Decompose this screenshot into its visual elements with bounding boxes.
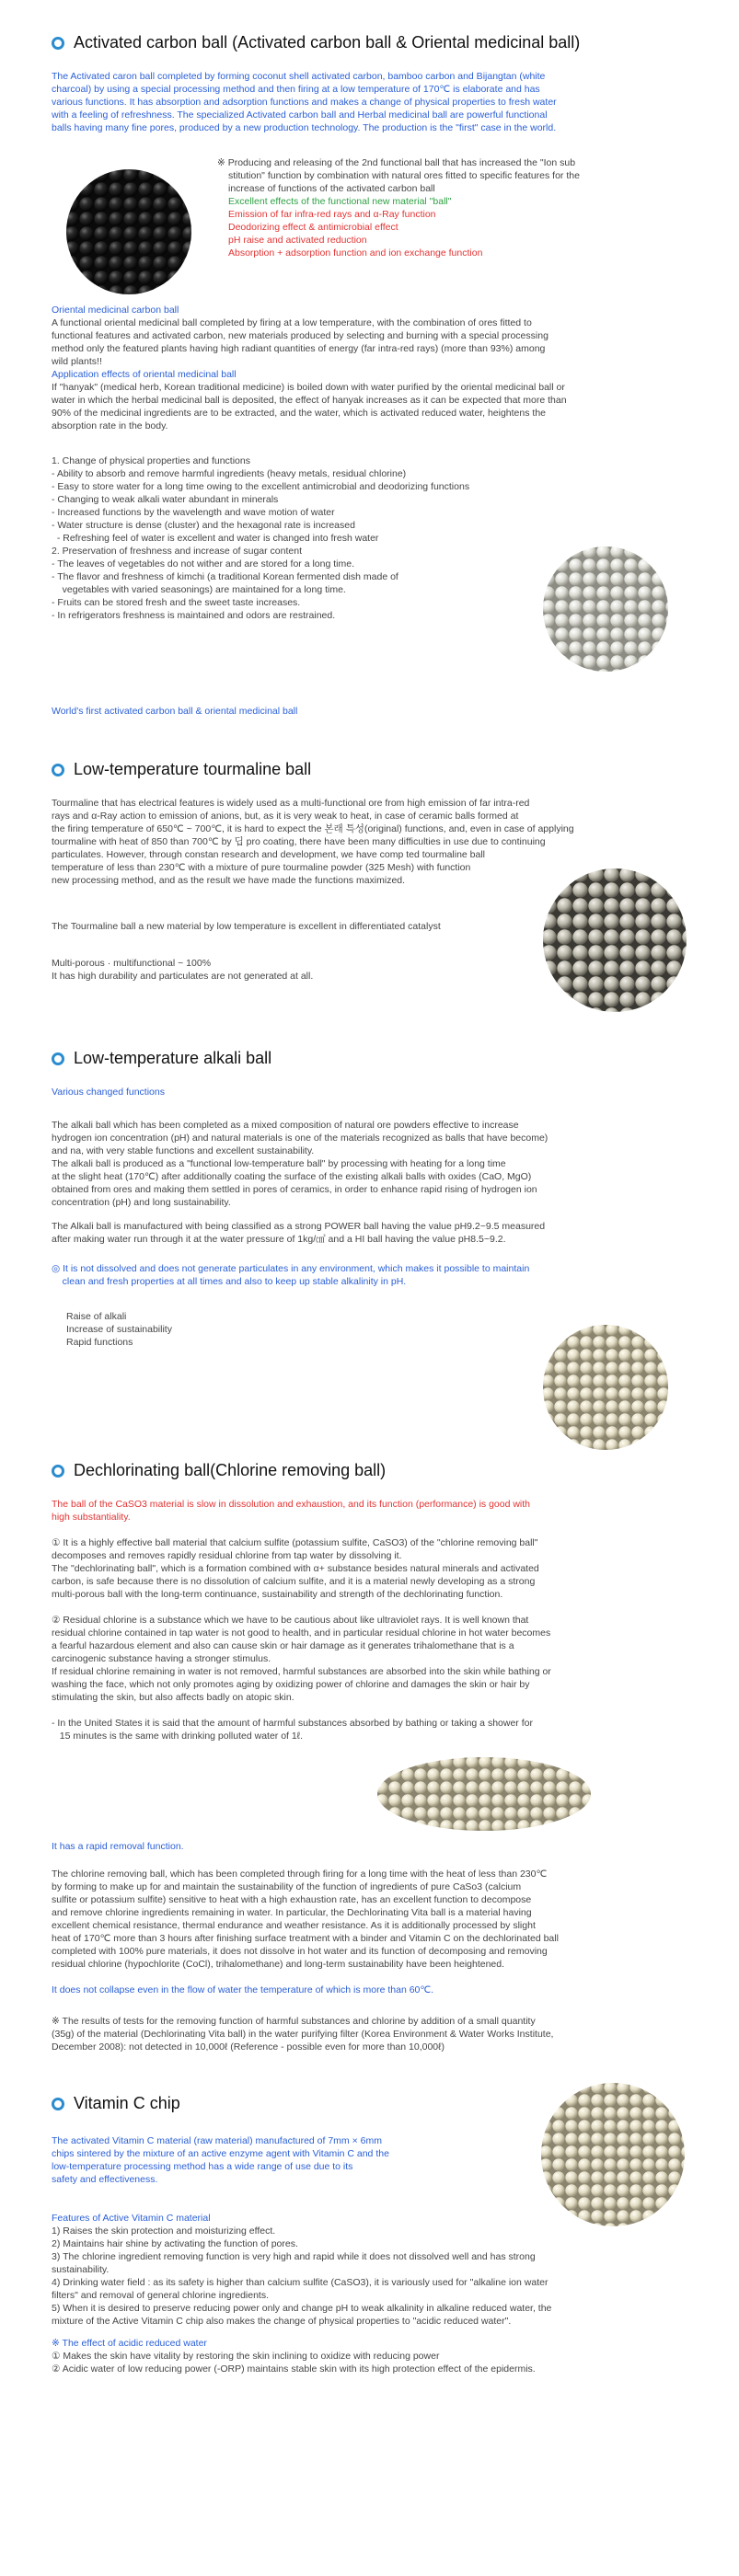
text-line: temperature of less than 230℃ with a mixture of pure tourmaline powder (325 Mesh) with function: [52, 862, 471, 873]
text-line: low-temperature processing method has a wide range of use due to its: [52, 2161, 353, 2172]
vitamin-c-chip-image: [539, 2081, 687, 2228]
dechlorinating-point-2: [52, 1614, 696, 1704]
list-item: - In refrigerators freshness is maintained and odors are restrained.: [52, 610, 336, 621]
text-line: excellent chemical resistance, thermal endurance and weather resistance. As it is additionally processed by slight: [52, 1920, 536, 1931]
alkali-text: [52, 1119, 696, 1209]
list-item: Rapid functions: [66, 1337, 133, 1348]
text-line: washing the face, which not only promotes aging by oxidizing power of chlorine and damages the skin or hair by: [52, 1679, 530, 1690]
list-item: Increase of sustainability: [66, 1324, 172, 1335]
text-line: various functions. It has absorption and adsorption functions and makes a change of physical properties to fresh water: [52, 97, 557, 108]
text-line: ② Residual chlorine is a substance which we have to be cautious about like ultraviolet rays. It is well known that: [52, 1615, 529, 1626]
dechlorinating-point-1: [52, 1536, 696, 1601]
text-line: The chlorine removing ball, which has been completed through firing for a long time with the heat of less than 230℃: [52, 1869, 548, 1880]
text-line: ① It is a highly effective ball material that calcium sulfite (potassium sulfite, CaSO3) of the "chlorine removing ball": [52, 1537, 538, 1548]
oriental-heading: Oriental medicinal carbon ball: [52, 305, 179, 316]
text-line: and na, with very stable functions and excellent sustainability.: [52, 1145, 315, 1156]
text-line: completed with 100% pure materials, it does not dissolve in hot water and its function of decomposing and removing: [52, 1946, 548, 1957]
alkali-features-list: [66, 1310, 172, 1349]
list-item: 2) Maintains hair shine by activating the function of pores.: [52, 2238, 298, 2249]
application-heading: Application effects of oriental medicinal ball: [52, 369, 237, 380]
text-line: If "hanyak" (medical herb, Korean traditional medicine) is boiled down with water purified by the oriental medicinal ball or: [52, 382, 565, 393]
vitamin-c-features-heading: Features of Active Vitamin C material: [52, 2213, 211, 2224]
text-line: The activated Vitamin C material (raw material) manufactured of 7mm × 6mm: [52, 2135, 382, 2146]
green-highlight: Excellent effects of the functional new material "ball": [228, 196, 452, 207]
vitamin-c-intro: [52, 2134, 530, 2186]
dechlorinating-us-note: [52, 1717, 696, 1742]
text-line: with a feeling of refreshness. The specialized Activated carbon ball and Herbal medicinal ball are powerful functional: [52, 109, 548, 121]
text-line: the firing temperature of 650℃ ~ 700℃, it is hard to expect the 본래 특성(original) functions, and, even in case of applying: [52, 823, 574, 834]
text-line: water in which the herbal medicinal ball is deposited, the effect of hanyak increases as it can be expected that more than: [52, 395, 567, 406]
activated-carbon-ball-image: [64, 167, 193, 296]
text-line: ◎ It is not dissolved and does not generate particulates in any environment, which makes it possible to maintain: [52, 1263, 530, 1274]
text-line: sulfite or potassium sulfite) sensitive to heat with a high exhaustion rate, has an excellent function to decompose: [52, 1894, 532, 1905]
text-line: tourmaline with heat of 850 than 700℃ by 딥 pro coating, there have been many difficulties in use due to continuing: [52, 836, 546, 847]
text-line: carcinogenic substance having a stronger stimulus.: [52, 1653, 271, 1664]
list-item: 1) Raises the skin protection and moisturizing effect.: [52, 2225, 276, 2237]
red-highlight: Deodorizing effect & antimicrobial effect: [228, 222, 398, 233]
list-item: - Changing to weak alkali water abundant in minerals: [52, 494, 279, 505]
text-line: new processing method, and as the result we have made the functions maximized.: [52, 875, 406, 886]
text-line: hydrogen ion concentration (pH) and natural materials is one of the materials recognized as balls that have become): [52, 1133, 548, 1144]
list-item: - Easy to store water for a long time owing to the excellent antimicrobial and deodorizing functions: [52, 481, 470, 492]
oriental-medicinal-ball-image: [541, 545, 670, 673]
list-item: 5) When it is desired to preserve reducing power only and change pH to weak alkalinity in alkaline reduced water, the: [52, 2303, 552, 2314]
red-highlight: Emission of far infra-red rays and α-Ray function: [228, 209, 436, 220]
text-line: a fearful hazardous element and also can cause skin or hair damage as it generates trihalomethane that is a: [52, 1640, 514, 1651]
section-bullet-icon: [52, 1052, 64, 1065]
list-item: mixture of the Active Vitamin C chip also makes the change of physical properties to "acidic reduced water".: [52, 2316, 512, 2327]
rapid-removal-heading: It has a rapid removal function.: [52, 1841, 184, 1852]
text-line: functional features and activated carbon, new materials produced by selecting and burning with a special processing: [52, 330, 548, 341]
list-item: - The leaves of vegetables do not wither and are stored for a long time.: [52, 558, 354, 569]
section-bullet-icon: [52, 2098, 64, 2110]
list-item: 3) The chlorine ingredient removing function is very high and rapid while it does not dissolved well and has strong: [52, 2251, 536, 2262]
text-line: (35g) of the material (Dechlorinating Vita ball) in the water purifying filter (Korea Environment & Water Works Institute,: [52, 2029, 554, 2040]
text-line: by forming to make up for and maintain the sustainability of the function of ingredients of pure CaSo3 (calcium: [52, 1881, 522, 1892]
tourmaline-catalyst-text: The Tourmaline ball a new material by low temperature is excellent in differentiated catalyst: [52, 921, 441, 932]
text-line: stimulating the skin, but also affects badly on atopic skin.: [52, 1692, 294, 1703]
tourmaline-ball-image: [541, 867, 688, 1014]
section-title-tourmaline: Low-temperature tourmaline ball: [74, 760, 312, 778]
alkali-note: [52, 1262, 696, 1288]
text-line: safety and effectiveness.: [52, 2174, 158, 2185]
section-title-vitamin-c: Vitamin C chip: [74, 2094, 180, 2112]
acidic-water-effects: [52, 2350, 705, 2375]
text-line: rays and α-Ray action to emission of anions, but, as it is very weak to heat, in case of ceramic balls formed at: [52, 811, 519, 822]
list-item: - Fruits can be stored fresh and the sweet taste increases.: [52, 597, 301, 608]
text-line: carbon, is safe because there is no dissolution of calcium sulfite, and it is a material newly developing as a strong: [52, 1576, 536, 1587]
activated-carbon-notes: [217, 156, 677, 259]
text-line: stitution" function by combination with natural ores fitted to specific features for the: [228, 170, 580, 181]
text-line: 90% of the medicinal ingredients are to be extracted, and the water, which is activated reduced water, heightens the: [52, 408, 546, 419]
list-item: - Refreshing feel of water is excellent and water is changed into fresh water: [52, 533, 379, 544]
list-item: - Water structure is dense (cluster) and the hexagonal rate is increased: [52, 520, 355, 531]
text-line: wild plants!!: [52, 356, 102, 367]
text-line: The Alkali ball is manufactured with being classified as a strong POWER ball having the value pH9.2~9.5 measured: [52, 1221, 546, 1232]
list-item: filters" and removal of general chlorine ingredients.: [52, 2290, 270, 2301]
red-highlight: pH raise and activated reduction: [228, 235, 367, 246]
list-item: - Increased functions by the wavelength and wave motion of water: [52, 507, 335, 518]
text-line: method only the featured plants having high radiant quantities of energy (far intra-red rays) (more than 93%) among: [52, 343, 546, 354]
section-bullet-icon: [52, 1465, 64, 1478]
alkali-ball-image: [541, 1323, 670, 1452]
text-line: ※ Producing and releasing of the 2nd functional ball that has increased the "Ion sub: [217, 157, 576, 168]
text-line: and remove chlorine ingredients remaining in water. In particular, the Dechlorinating Vita ball is a material having: [52, 1907, 532, 1918]
world-first-caption: World's first activated carbon ball & oriental medicinal ball: [52, 706, 298, 717]
list-item: ② Acidic water of low reducing power (-ORP) maintains stable skin with its high protection effect of the epidermis.: [52, 2363, 536, 2375]
text-line: increase of functions of the activated carbon ball: [228, 183, 435, 194]
text-line: heat of 170℃ more than 3 hours after finishing surface treatment with a binder and Vitamin C on the dechlorinated ball: [52, 1933, 559, 1944]
alkali-ph-text: [52, 1220, 696, 1246]
text-line: The "dechlorinating ball", which is a formation combined with α+ substance besides natural minerals and activated: [52, 1563, 539, 1574]
text-line: decomposes and removes rapidly residual chlorine from tap water by dissolving it.: [52, 1550, 402, 1561]
text-line: residual chlorine (hypochlorite (CoCl), trihalomethane) and long-term sustainability have been heightened.: [52, 1959, 505, 1970]
text-line: concentration (pH) and long sustainability.: [52, 1197, 231, 1208]
text-line: 15 minutes is the same with drinking polluted water of 1ℓ.: [52, 1731, 304, 1742]
list-item: - The flavor and freshness of kimchi (a traditional Korean fermented dish made of: [52, 571, 398, 582]
text-line: chips sintered by the mixture of an active enzyme agent with Vitamin C and the: [52, 2148, 389, 2159]
list-item: sustainability.: [52, 2264, 110, 2275]
text-line: high substantiality.: [52, 1512, 131, 1523]
dechlorinating-description: [52, 1868, 696, 1971]
dechlorinating-red-note: [52, 1498, 696, 1524]
text-line: A functional oriental medicinal ball completed by firing at a low temperature, with the combination of ores fitted to: [52, 317, 532, 328]
section-title-dechlorinating: Dechlorinating ball(Chlorine removing ball): [74, 1461, 387, 1479]
vitamin-c-features-list: [52, 2225, 705, 2328]
no-collapse-note: It does not collapse even in the flow of water the temperature of which is more than 60℃.: [52, 1984, 434, 1995]
text-line: December 2008): not detected in 10,000ℓ (Reference - possible even for more than 10,000ℓ): [52, 2041, 445, 2053]
text-line: charcoal) by using a special processing method and then firing at a low temperature of 170℃ is elaborate and has: [52, 84, 540, 95]
section-title-activated-carbon: Activated carbon ball (Activated carbon ball & Oriental medicinal ball): [74, 33, 581, 52]
oriental-medicinal-section: [52, 304, 696, 432]
list-item: 1. Change of physical properties and functions: [52, 455, 250, 466]
text-line: particulates. However, through constan research and development, we have comp ted tourmaline ball: [52, 849, 486, 860]
section-bullet-icon: [52, 37, 64, 50]
test-results-note: [52, 2015, 696, 2053]
text-line: The alkali ball is produced as a "functional low-temperature ball" by processing with heating for a long time: [52, 1158, 506, 1169]
text-line: ※ The results of tests for the removing function of harmful substances and chlorine by addition of a small quantity: [52, 2016, 536, 2027]
text-line: The Activated caron ball completed by forming coconut shell activated carbon, bamboo carbon and Bijangtan (white: [52, 71, 546, 82]
text-line: The ball of the CaSO3 material is slow in dissolution and exhaustion, and its function (performance) is good with: [52, 1499, 531, 1510]
text-line: at the slight heat (170℃) after additionally coating the surface of the existing alkali balls with oxides (CaO, MgO): [52, 1171, 532, 1182]
text-line: - In the United States it is said that the amount of harmful substances absorbed by bathing or taking a shower for: [52, 1718, 533, 1729]
alkali-subheading: Various changed functions: [52, 1087, 165, 1098]
acidic-water-heading: ※ The effect of acidic reduced water: [52, 2338, 207, 2349]
list-item: - Ability to absorb and remove harmful ingredients (heavy metals, residual chlorine): [52, 468, 407, 479]
list-item: 2. Preservation of freshness and increase of sugar content: [52, 546, 302, 557]
oriental-effects-list: [52, 454, 530, 622]
red-highlight: Absorption + adsorption function and ion exchange function: [228, 247, 483, 259]
activated-carbon-intro: [52, 70, 696, 134]
text-line: multi-porous ball with the long-term continuance, sustainability and strength of the dechlorinating function.: [52, 1589, 503, 1600]
section-bullet-icon: [52, 764, 64, 776]
list-item: 4) Drinking water field : as its safety is higher than calcium sulfite (CaSO3), it is variously used for "alkaline ion water: [52, 2277, 548, 2288]
text-line: after making water run through it at the water pressure of 1kg/㎠ and a HI ball having the value pH8.5~9.2.: [52, 1234, 506, 1245]
text-line: balls having many fine pores, produced by a new production technology. The production is the "first" case in the world.: [52, 122, 557, 133]
text-line: residual chlorine contained in tap water is not good to health, and in particular residual chlorine in hot water becomes: [52, 1627, 551, 1639]
list-item: ① Makes the skin have vitality by restoring the skin inclining to oxidize with reducing power: [52, 2351, 440, 2362]
tourmaline-porous-text: Multi-porous · multifunctional ~ 100%: [52, 958, 212, 969]
section-title-alkali: Low-temperature alkali ball: [74, 1049, 272, 1067]
text-line: obtained from ores and making them settled in pores of ceramics, in order to enhance rapid rising of hydrogen ion: [52, 1184, 537, 1195]
text-line: clean and fresh properties at all times and also to keep up stable alkalinity in pH.: [52, 1276, 407, 1287]
tourmaline-durability-text: It has high durability and particulates are not generated at all.: [52, 971, 314, 982]
list-item: vegetables with varied seasonings) are maintained for a long time.: [52, 584, 346, 595]
text-line: The alkali ball which has been completed as a mixed composition of natural ore powders effective to increase: [52, 1120, 519, 1131]
text-line: Tourmaline that has electrical features is widely used as a multi-functional ore from high emission of far intra-red: [52, 798, 530, 809]
list-item: Raise of alkali: [66, 1311, 127, 1322]
text-line: If residual chlorine remaining in water is not removed, harmful substances are absorbed into the skin while bathing or: [52, 1666, 551, 1677]
text-line: absorption rate in the body.: [52, 420, 168, 431]
dechlorinating-ball-image: [375, 1755, 593, 1833]
